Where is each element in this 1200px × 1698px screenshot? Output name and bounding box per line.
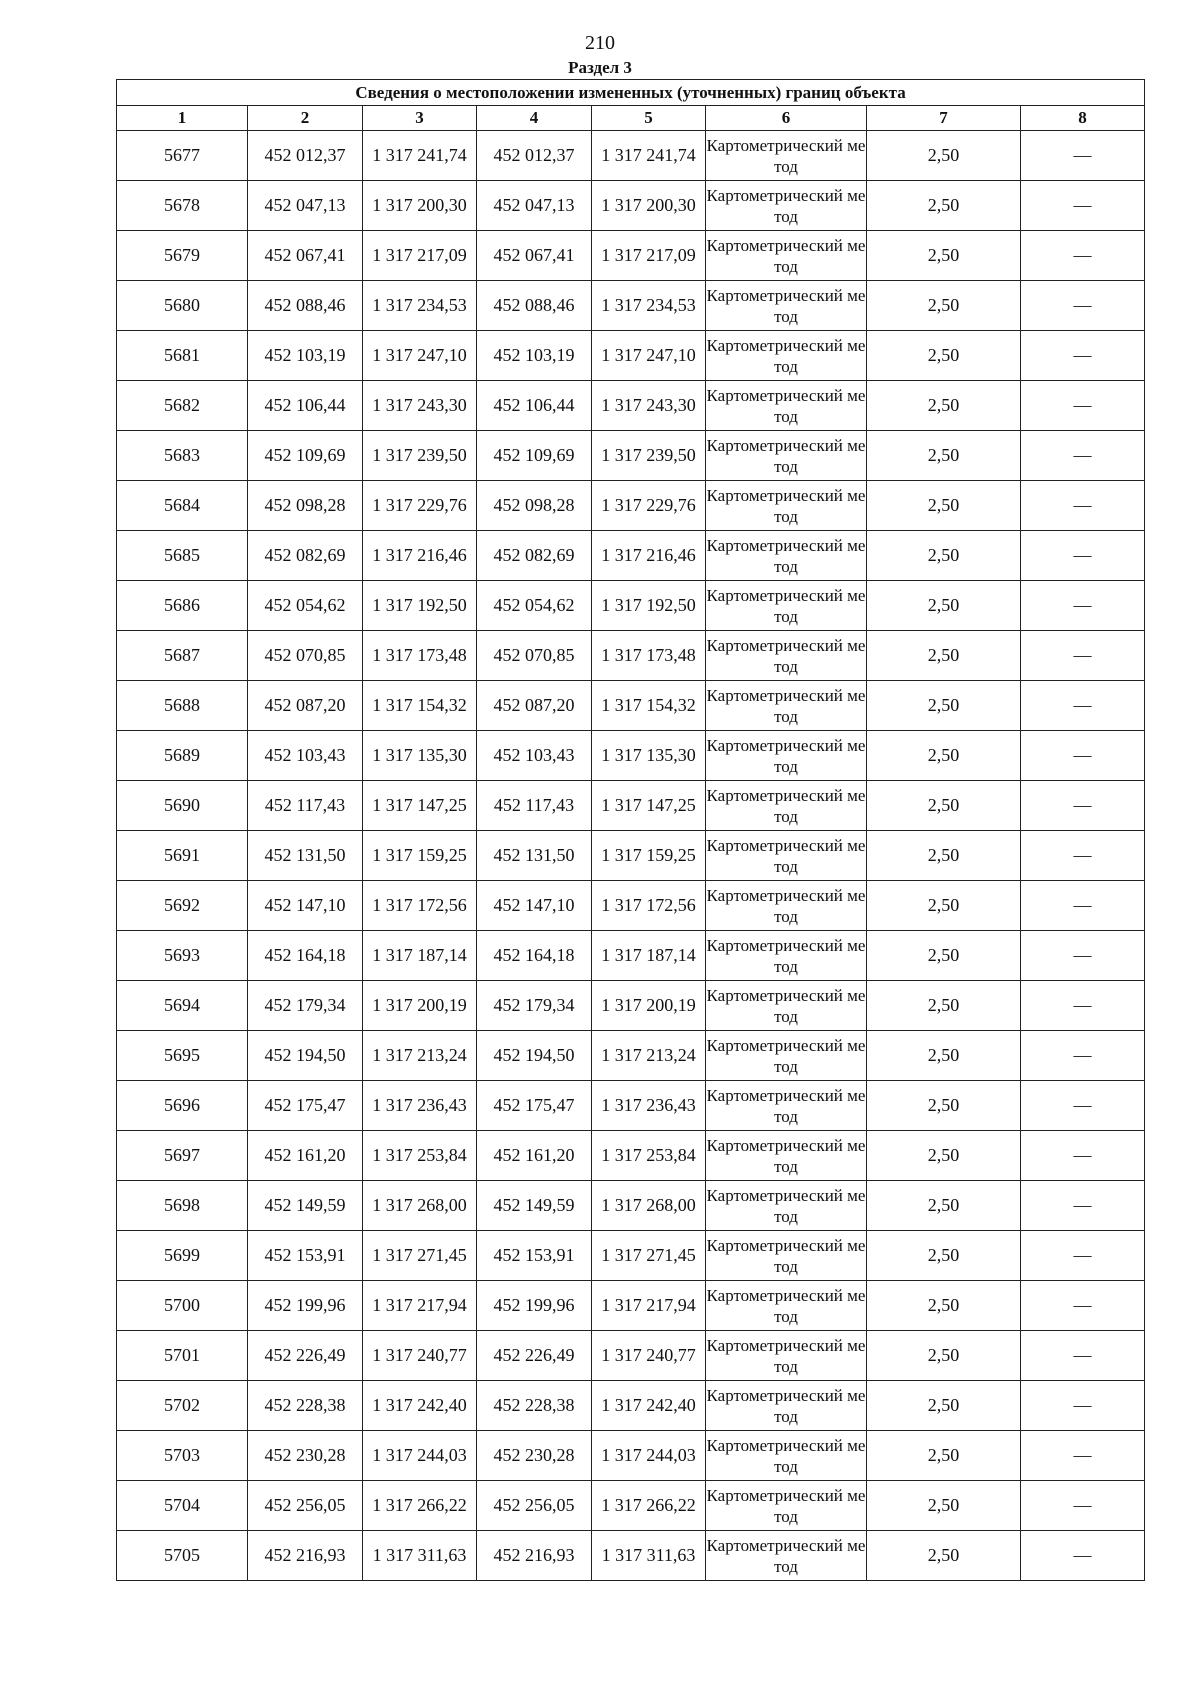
x-coordinate-cell: 452 226,49 bbox=[248, 1331, 363, 1381]
y-coordinate-cell: 1 317 241,74 bbox=[592, 131, 706, 181]
column-number: 3 bbox=[363, 106, 477, 131]
accuracy-cell: 2,50 bbox=[867, 1381, 1021, 1431]
table-row bbox=[117, 1131, 1145, 1181]
x-coordinate-cell: 452 256,05 bbox=[248, 1481, 363, 1531]
table-row bbox=[117, 1331, 1145, 1381]
point-number-cell: 5680 bbox=[117, 281, 248, 331]
method-cell: Картометрический метод bbox=[706, 1331, 867, 1381]
point-number-cell: 5684 bbox=[117, 481, 248, 531]
description-cell: — bbox=[1021, 1331, 1145, 1381]
method-cell: Картометрический метод bbox=[706, 981, 867, 1031]
y-coordinate-cell: 1 317 271,45 bbox=[592, 1231, 706, 1281]
x-coordinate-cell: 452 194,50 bbox=[248, 1031, 363, 1081]
description-cell: — bbox=[1021, 1231, 1145, 1281]
y-coordinate-cell: 1 317 311,63 bbox=[592, 1531, 706, 1581]
method-cell: Картометрический метод bbox=[706, 1381, 867, 1431]
coordinates-table bbox=[116, 79, 1145, 1581]
y-coordinate-cell: 1 317 234,53 bbox=[592, 281, 706, 331]
page-number: 210 bbox=[585, 32, 615, 54]
accuracy-cell: 2,50 bbox=[867, 781, 1021, 831]
x-coordinate-cell: 452 067,41 bbox=[248, 231, 363, 281]
table-row bbox=[117, 831, 1145, 881]
y-coordinate-cell: 1 317 240,77 bbox=[363, 1331, 477, 1381]
x-coordinate-cell: 452 070,85 bbox=[477, 631, 592, 681]
x-coordinate-cell: 452 175,47 bbox=[248, 1081, 363, 1131]
x-coordinate-cell: 452 216,93 bbox=[248, 1531, 363, 1581]
x-coordinate-cell: 452 153,91 bbox=[477, 1231, 592, 1281]
point-number-cell: 5678 bbox=[117, 181, 248, 231]
x-coordinate-cell: 452 256,05 bbox=[477, 1481, 592, 1531]
x-coordinate-cell: 452 199,96 bbox=[477, 1281, 592, 1331]
y-coordinate-cell: 1 317 243,30 bbox=[592, 381, 706, 431]
y-coordinate-cell: 1 317 239,50 bbox=[363, 431, 477, 481]
x-coordinate-cell: 452 199,96 bbox=[248, 1281, 363, 1331]
x-coordinate-cell: 452 149,59 bbox=[248, 1181, 363, 1231]
table-body bbox=[117, 131, 1145, 1581]
method-cell: Картометрический метод bbox=[706, 831, 867, 881]
y-coordinate-cell: 1 317 200,19 bbox=[363, 981, 477, 1031]
x-coordinate-cell: 452 054,62 bbox=[477, 581, 592, 631]
table-row bbox=[117, 1181, 1145, 1231]
accuracy-cell: 2,50 bbox=[867, 1481, 1021, 1531]
method-cell: Картометрический метод bbox=[706, 881, 867, 931]
method-cell: Картометрический метод bbox=[706, 231, 867, 281]
y-coordinate-cell: 1 317 187,14 bbox=[363, 931, 477, 981]
x-coordinate-cell: 452 109,69 bbox=[477, 431, 592, 481]
x-coordinate-cell: 452 087,20 bbox=[477, 681, 592, 731]
method-cell: Картометрический метод bbox=[706, 1081, 867, 1131]
accuracy-cell: 2,50 bbox=[867, 881, 1021, 931]
method-cell: Картометрический метод bbox=[706, 431, 867, 481]
accuracy-cell: 2,50 bbox=[867, 331, 1021, 381]
accuracy-cell: 2,50 bbox=[867, 231, 1021, 281]
y-coordinate-cell: 1 317 243,30 bbox=[363, 381, 477, 431]
x-coordinate-cell: 452 012,37 bbox=[477, 131, 592, 181]
point-number-cell: 5695 bbox=[117, 1031, 248, 1081]
method-cell: Картометрический метод bbox=[706, 331, 867, 381]
table-row bbox=[117, 631, 1145, 681]
table-row bbox=[117, 681, 1145, 731]
x-coordinate-cell: 452 131,50 bbox=[477, 831, 592, 881]
x-coordinate-cell: 452 161,20 bbox=[477, 1131, 592, 1181]
column-number: 1 bbox=[117, 106, 248, 131]
x-coordinate-cell: 452 117,43 bbox=[248, 781, 363, 831]
y-coordinate-cell: 1 317 217,94 bbox=[363, 1281, 477, 1331]
y-coordinate-cell: 1 317 242,40 bbox=[592, 1381, 706, 1431]
accuracy-cell: 2,50 bbox=[867, 1131, 1021, 1181]
point-number-cell: 5681 bbox=[117, 331, 248, 381]
accuracy-cell: 2,50 bbox=[867, 1081, 1021, 1131]
x-coordinate-cell: 452 230,28 bbox=[248, 1431, 363, 1481]
method-cell: Картометрический метод bbox=[706, 281, 867, 331]
y-coordinate-cell: 1 317 200,19 bbox=[592, 981, 706, 1031]
table-row bbox=[117, 881, 1145, 931]
description-cell: — bbox=[1021, 881, 1145, 931]
y-coordinate-cell: 1 317 268,00 bbox=[592, 1181, 706, 1231]
method-cell: Картометрический метод bbox=[706, 531, 867, 581]
accuracy-cell: 2,50 bbox=[867, 631, 1021, 681]
method-cell: Картометрический метод bbox=[706, 481, 867, 531]
description-cell: — bbox=[1021, 1381, 1145, 1431]
description-cell: — bbox=[1021, 731, 1145, 781]
method-cell: Картометрический метод bbox=[706, 1281, 867, 1331]
accuracy-cell: 2,50 bbox=[867, 1331, 1021, 1381]
point-number-cell: 5696 bbox=[117, 1081, 248, 1131]
accuracy-cell: 2,50 bbox=[867, 1281, 1021, 1331]
y-coordinate-cell: 1 317 135,30 bbox=[592, 731, 706, 781]
x-coordinate-cell: 452 106,44 bbox=[477, 381, 592, 431]
x-coordinate-cell: 452 216,93 bbox=[477, 1531, 592, 1581]
description-cell: — bbox=[1021, 1131, 1145, 1181]
description-cell: — bbox=[1021, 981, 1145, 1031]
y-coordinate-cell: 1 317 172,56 bbox=[363, 881, 477, 931]
point-number-cell: 5697 bbox=[117, 1131, 248, 1181]
point-number-cell: 5701 bbox=[117, 1331, 248, 1381]
x-coordinate-cell: 452 147,10 bbox=[248, 881, 363, 931]
description-cell: — bbox=[1021, 281, 1145, 331]
y-coordinate-cell: 1 317 154,32 bbox=[592, 681, 706, 731]
table-row bbox=[117, 1381, 1145, 1431]
y-coordinate-cell: 1 317 159,25 bbox=[363, 831, 477, 881]
table-row bbox=[117, 1231, 1145, 1281]
x-coordinate-cell: 452 179,34 bbox=[477, 981, 592, 1031]
y-coordinate-cell: 1 317 187,14 bbox=[592, 931, 706, 981]
x-coordinate-cell: 452 088,46 bbox=[477, 281, 592, 331]
description-cell: — bbox=[1021, 481, 1145, 531]
point-number-cell: 5692 bbox=[117, 881, 248, 931]
description-cell: — bbox=[1021, 331, 1145, 381]
accuracy-cell: 2,50 bbox=[867, 381, 1021, 431]
method-cell: Картометрический метод bbox=[706, 731, 867, 781]
y-coordinate-cell: 1 317 172,56 bbox=[592, 881, 706, 931]
table-row bbox=[117, 781, 1145, 831]
method-cell: Картометрический метод bbox=[706, 1231, 867, 1281]
point-number-cell: 5690 bbox=[117, 781, 248, 831]
table-row bbox=[117, 231, 1145, 281]
accuracy-cell: 2,50 bbox=[867, 431, 1021, 481]
accuracy-cell: 2,50 bbox=[867, 1031, 1021, 1081]
y-coordinate-cell: 1 317 159,25 bbox=[592, 831, 706, 881]
y-coordinate-cell: 1 317 229,76 bbox=[592, 481, 706, 531]
table-row bbox=[117, 481, 1145, 531]
accuracy-cell: 2,50 bbox=[867, 131, 1021, 181]
description-cell: — bbox=[1021, 131, 1145, 181]
point-number-cell: 5702 bbox=[117, 1381, 248, 1431]
y-coordinate-cell: 1 317 217,94 bbox=[592, 1281, 706, 1331]
point-number-cell: 5693 bbox=[117, 931, 248, 981]
description-cell: — bbox=[1021, 1481, 1145, 1531]
table-row bbox=[117, 531, 1145, 581]
table-row bbox=[117, 431, 1145, 481]
description-cell: — bbox=[1021, 381, 1145, 431]
column-number: 2 bbox=[248, 106, 363, 131]
accuracy-cell: 2,50 bbox=[867, 1531, 1021, 1581]
description-cell: — bbox=[1021, 631, 1145, 681]
y-coordinate-cell: 1 317 244,03 bbox=[592, 1431, 706, 1481]
description-cell: — bbox=[1021, 1281, 1145, 1331]
description-cell: — bbox=[1021, 531, 1145, 581]
table-row bbox=[117, 931, 1145, 981]
y-coordinate-cell: 1 317 234,53 bbox=[363, 281, 477, 331]
x-coordinate-cell: 452 103,43 bbox=[248, 731, 363, 781]
table-row bbox=[117, 1281, 1145, 1331]
y-coordinate-cell: 1 317 154,32 bbox=[363, 681, 477, 731]
y-coordinate-cell: 1 317 135,30 bbox=[363, 731, 477, 781]
accuracy-cell: 2,50 bbox=[867, 1231, 1021, 1281]
description-cell: — bbox=[1021, 1081, 1145, 1131]
method-cell: Картометрический метод bbox=[706, 381, 867, 431]
accuracy-cell: 2,50 bbox=[867, 1181, 1021, 1231]
point-number-cell: 5698 bbox=[117, 1181, 248, 1231]
description-cell: — bbox=[1021, 931, 1145, 981]
method-cell: Картометрический метод bbox=[706, 781, 867, 831]
y-coordinate-cell: 1 317 216,46 bbox=[592, 531, 706, 581]
y-coordinate-cell: 1 317 268,00 bbox=[363, 1181, 477, 1231]
point-number-cell: 5705 bbox=[117, 1531, 248, 1581]
x-coordinate-cell: 452 012,37 bbox=[248, 131, 363, 181]
x-coordinate-cell: 452 179,34 bbox=[248, 981, 363, 1031]
accuracy-cell: 2,50 bbox=[867, 681, 1021, 731]
method-cell: Картометрический метод bbox=[706, 1181, 867, 1231]
y-coordinate-cell: 1 317 147,25 bbox=[592, 781, 706, 831]
x-coordinate-cell: 452 228,38 bbox=[477, 1381, 592, 1431]
description-cell: — bbox=[1021, 1181, 1145, 1231]
description-cell: — bbox=[1021, 781, 1145, 831]
table-row bbox=[117, 181, 1145, 231]
accuracy-cell: 2,50 bbox=[867, 481, 1021, 531]
method-cell: Картометрический метод bbox=[706, 631, 867, 681]
accuracy-cell: 2,50 bbox=[867, 731, 1021, 781]
column-number: 4 bbox=[477, 106, 592, 131]
point-number-cell: 5682 bbox=[117, 381, 248, 431]
y-coordinate-cell: 1 317 311,63 bbox=[363, 1531, 477, 1581]
method-cell: Картометрический метод bbox=[706, 1131, 867, 1181]
table-row bbox=[117, 581, 1145, 631]
x-coordinate-cell: 452 109,69 bbox=[248, 431, 363, 481]
section-title: Раздел 3 bbox=[568, 58, 632, 77]
method-cell: Картометрический метод bbox=[706, 181, 867, 231]
y-coordinate-cell: 1 317 236,43 bbox=[363, 1081, 477, 1131]
point-number-cell: 5700 bbox=[117, 1281, 248, 1331]
method-cell: Картометрический метод bbox=[706, 1031, 867, 1081]
y-coordinate-cell: 1 317 217,09 bbox=[363, 231, 477, 281]
method-cell: Картометрический метод bbox=[706, 1531, 867, 1581]
x-coordinate-cell: 452 230,28 bbox=[477, 1431, 592, 1481]
table-row bbox=[117, 1081, 1145, 1131]
description-cell: — bbox=[1021, 831, 1145, 881]
y-coordinate-cell: 1 317 229,76 bbox=[363, 481, 477, 531]
x-coordinate-cell: 452 082,69 bbox=[248, 531, 363, 581]
y-coordinate-cell: 1 317 192,50 bbox=[592, 581, 706, 631]
point-number-cell: 5691 bbox=[117, 831, 248, 881]
description-cell: — bbox=[1021, 181, 1145, 231]
point-number-cell: 5686 bbox=[117, 581, 248, 631]
x-coordinate-cell: 452 070,85 bbox=[248, 631, 363, 681]
method-cell: Картометрический метод bbox=[706, 581, 867, 631]
accuracy-cell: 2,50 bbox=[867, 281, 1021, 331]
method-cell: Картометрический метод bbox=[706, 931, 867, 981]
point-number-cell: 5699 bbox=[117, 1231, 248, 1281]
x-coordinate-cell: 452 082,69 bbox=[477, 531, 592, 581]
y-coordinate-cell: 1 317 244,03 bbox=[363, 1431, 477, 1481]
column-number: 5 bbox=[592, 106, 706, 131]
description-cell: — bbox=[1021, 581, 1145, 631]
x-coordinate-cell: 452 164,18 bbox=[477, 931, 592, 981]
y-coordinate-cell: 1 317 266,22 bbox=[363, 1481, 477, 1531]
table-row bbox=[117, 281, 1145, 331]
accuracy-cell: 2,50 bbox=[867, 1431, 1021, 1481]
x-coordinate-cell: 452 106,44 bbox=[248, 381, 363, 431]
x-coordinate-cell: 452 103,19 bbox=[248, 331, 363, 381]
x-coordinate-cell: 452 194,50 bbox=[477, 1031, 592, 1081]
y-coordinate-cell: 1 317 173,48 bbox=[363, 631, 477, 681]
x-coordinate-cell: 452 117,43 bbox=[477, 781, 592, 831]
method-cell: Картометрический метод bbox=[706, 681, 867, 731]
description-cell: — bbox=[1021, 431, 1145, 481]
y-coordinate-cell: 1 317 253,84 bbox=[363, 1131, 477, 1181]
y-coordinate-cell: 1 317 271,45 bbox=[363, 1231, 477, 1281]
y-coordinate-cell: 1 317 241,74 bbox=[363, 131, 477, 181]
point-number-cell: 5687 bbox=[117, 631, 248, 681]
table-row bbox=[117, 1531, 1145, 1581]
table-row bbox=[117, 1431, 1145, 1481]
table-caption: Сведения о местоположении измененных (уточненных) границ объекта bbox=[117, 80, 1145, 106]
y-coordinate-cell: 1 317 200,30 bbox=[592, 181, 706, 231]
x-coordinate-cell: 452 161,20 bbox=[248, 1131, 363, 1181]
point-number-cell: 5689 bbox=[117, 731, 248, 781]
y-coordinate-cell: 1 317 247,10 bbox=[592, 331, 706, 381]
x-coordinate-cell: 452 147,10 bbox=[477, 881, 592, 931]
x-coordinate-cell: 452 087,20 bbox=[248, 681, 363, 731]
method-cell: Картометрический метод bbox=[706, 1481, 867, 1531]
accuracy-cell: 2,50 bbox=[867, 531, 1021, 581]
x-coordinate-cell: 452 131,50 bbox=[248, 831, 363, 881]
x-coordinate-cell: 452 103,19 bbox=[477, 331, 592, 381]
y-coordinate-cell: 1 317 242,40 bbox=[363, 1381, 477, 1431]
x-coordinate-cell: 452 226,49 bbox=[477, 1331, 592, 1381]
x-coordinate-cell: 452 047,13 bbox=[248, 181, 363, 231]
x-coordinate-cell: 452 103,43 bbox=[477, 731, 592, 781]
x-coordinate-cell: 452 164,18 bbox=[248, 931, 363, 981]
point-number-cell: 5703 bbox=[117, 1431, 248, 1481]
y-coordinate-cell: 1 317 247,10 bbox=[363, 331, 477, 381]
method-cell: Картометрический метод bbox=[706, 131, 867, 181]
y-coordinate-cell: 1 317 200,30 bbox=[363, 181, 477, 231]
x-coordinate-cell: 452 047,13 bbox=[477, 181, 592, 231]
y-coordinate-cell: 1 317 266,22 bbox=[592, 1481, 706, 1531]
x-coordinate-cell: 452 153,91 bbox=[248, 1231, 363, 1281]
column-number: 8 bbox=[1021, 106, 1145, 131]
x-coordinate-cell: 452 228,38 bbox=[248, 1381, 363, 1431]
y-coordinate-cell: 1 317 240,77 bbox=[592, 1331, 706, 1381]
table-row bbox=[117, 331, 1145, 381]
y-coordinate-cell: 1 317 217,09 bbox=[592, 231, 706, 281]
x-coordinate-cell: 452 054,62 bbox=[248, 581, 363, 631]
y-coordinate-cell: 1 317 192,50 bbox=[363, 581, 477, 631]
y-coordinate-cell: 1 317 173,48 bbox=[592, 631, 706, 681]
x-coordinate-cell: 452 067,41 bbox=[477, 231, 592, 281]
description-cell: — bbox=[1021, 231, 1145, 281]
accuracy-cell: 2,50 bbox=[867, 581, 1021, 631]
table-row bbox=[117, 1031, 1145, 1081]
x-coordinate-cell: 452 149,59 bbox=[477, 1181, 592, 1231]
accuracy-cell: 2,50 bbox=[867, 181, 1021, 231]
description-cell: — bbox=[1021, 1031, 1145, 1081]
y-coordinate-cell: 1 317 147,25 bbox=[363, 781, 477, 831]
point-number-cell: 5688 bbox=[117, 681, 248, 731]
y-coordinate-cell: 1 317 253,84 bbox=[592, 1131, 706, 1181]
point-number-cell: 5704 bbox=[117, 1481, 248, 1531]
accuracy-cell: 2,50 bbox=[867, 981, 1021, 1031]
column-number: 6 bbox=[706, 106, 867, 131]
x-coordinate-cell: 452 088,46 bbox=[248, 281, 363, 331]
point-number-cell: 5683 bbox=[117, 431, 248, 481]
method-cell: Картометрический метод bbox=[706, 1431, 867, 1481]
x-coordinate-cell: 452 098,28 bbox=[477, 481, 592, 531]
point-number-cell: 5694 bbox=[117, 981, 248, 1031]
y-coordinate-cell: 1 317 216,46 bbox=[363, 531, 477, 581]
table-row bbox=[117, 131, 1145, 181]
description-cell: — bbox=[1021, 1431, 1145, 1481]
x-coordinate-cell: 452 098,28 bbox=[248, 481, 363, 531]
table-row bbox=[117, 731, 1145, 781]
y-coordinate-cell: 1 317 236,43 bbox=[592, 1081, 706, 1131]
y-coordinate-cell: 1 317 213,24 bbox=[363, 1031, 477, 1081]
y-coordinate-cell: 1 317 239,50 bbox=[592, 431, 706, 481]
table-row bbox=[117, 381, 1145, 431]
description-cell: — bbox=[1021, 681, 1145, 731]
description-cell: — bbox=[1021, 1531, 1145, 1581]
point-number-cell: 5679 bbox=[117, 231, 248, 281]
accuracy-cell: 2,50 bbox=[867, 931, 1021, 981]
table-row bbox=[117, 981, 1145, 1031]
column-number: 7 bbox=[867, 106, 1021, 131]
x-coordinate-cell: 452 175,47 bbox=[477, 1081, 592, 1131]
point-number-cell: 5685 bbox=[117, 531, 248, 581]
accuracy-cell: 2,50 bbox=[867, 831, 1021, 881]
point-number-cell: 5677 bbox=[117, 131, 248, 181]
y-coordinate-cell: 1 317 213,24 bbox=[592, 1031, 706, 1081]
table-row bbox=[117, 1481, 1145, 1531]
